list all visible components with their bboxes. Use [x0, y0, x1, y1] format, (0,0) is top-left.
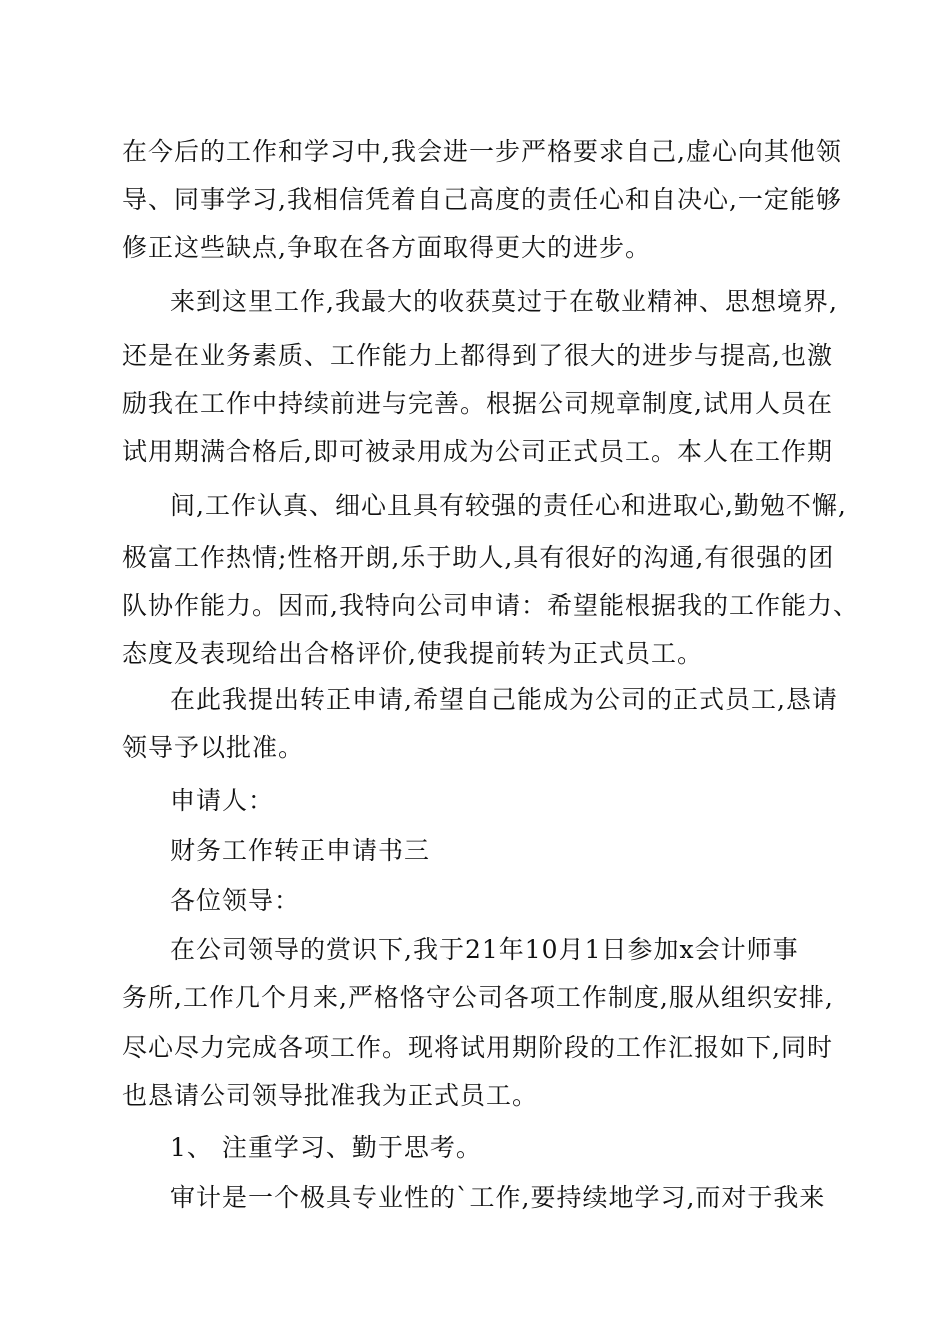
text-line: 来到这里工作,我最大的收获莫过于在敬业精神、思想境界,	[170, 287, 838, 316]
section-heading: 1、 注重学习、勤于思考。	[170, 1133, 482, 1162]
text-line: 在公司领导的赏识下,我于21年10月1日参加x会计师事	[170, 935, 799, 964]
text-line: 也恳请公司领导批准我为正式员工。	[122, 1081, 539, 1110]
salutation: 各位领导：	[170, 886, 301, 915]
text-line: 队协作能力。因而,我特向公司申请：希望能根据我的工作能力、	[122, 591, 859, 620]
text-line: 还是在业务素质、工作能力上都得到了很大的进步与提高,也激	[122, 341, 833, 370]
text-line: 尽心尽力完成各项工作。现将试用期阶段的工作汇报如下,同时	[122, 1033, 833, 1062]
text-line: 间,工作认真、细心且具有较强的责任心和进取心,勤勉不懈,	[170, 491, 847, 520]
text-line: 申请人：	[170, 786, 275, 815]
text-line: 修正这些缺点,争取在各方面取得更大的进步。	[122, 233, 651, 262]
text-line: 导、同事学习,我相信凭着自己高度的责任心和自决心,一定能够	[122, 185, 842, 214]
text-line: 极富工作热情;性格开朗,乐于助人,具有很好的沟通,有很强的团	[122, 543, 835, 572]
text-line: 务所,工作几个月来,严格恪守公司各项工作制度,服从组织安排,	[122, 983, 834, 1012]
text-line: 领导予以批准。	[122, 733, 305, 762]
text-line: 在今后的工作和学习中,我会进一步严格要求自己,虚心向其他领	[122, 137, 842, 166]
text-line: 励我在工作中持续前进与完善。根据公司规章制度,试用人员在	[122, 389, 833, 418]
text-line: 在此我提出转正申请,希望自己能成为公司的正式员工,恳请	[170, 685, 838, 714]
text-line: 态度及表现给出合格评价,使我提前转为正式员工。	[122, 639, 703, 668]
text-line: 审计是一个极具专业性的`工作,要持续地学习,而对于我来	[170, 1183, 826, 1212]
document-subtitle: 财务工作转正申请书三	[170, 836, 431, 865]
text-line: 试用期满合格后,即可被录用成为公司正式员工。本人在工作期	[122, 437, 833, 466]
